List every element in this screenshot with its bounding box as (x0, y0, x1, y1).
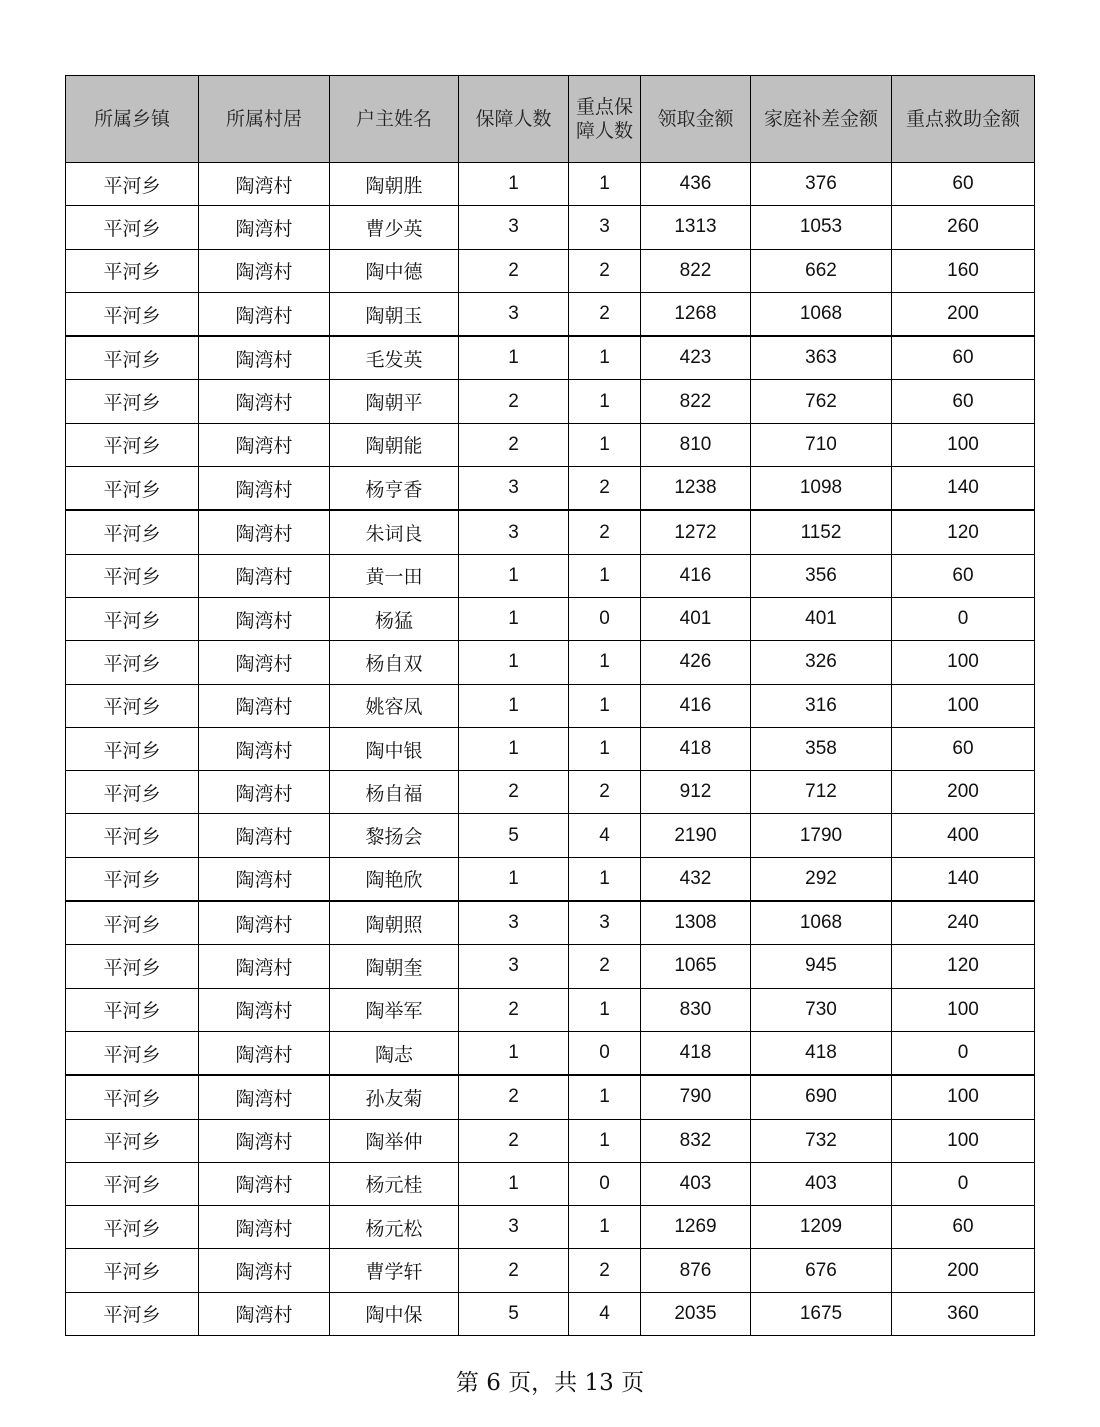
cell-village: 陶湾村 (199, 771, 330, 814)
cell-village: 陶湾村 (199, 597, 330, 640)
header-key-covered-line-2: 障人数 (575, 120, 633, 142)
cell-township: 平河乡 (66, 641, 199, 684)
cell-amount-received: 830 (641, 988, 751, 1031)
cell-householder-name: 黎扬会 (330, 814, 459, 857)
cell-key-covered-persons: 2 (569, 249, 641, 292)
cell-amount-received: 912 (641, 771, 751, 814)
cell-township: 平河乡 (66, 423, 199, 466)
cell-family-subsidy: 1068 (751, 292, 892, 336)
cell-householder-name: 黄一田 (330, 554, 459, 597)
cell-covered-persons: 2 (459, 249, 569, 292)
header-key-covered-persons (569, 76, 641, 163)
cell-amount-received: 1272 (641, 510, 751, 554)
cell-key-relief-amount: 120 (892, 510, 1035, 554)
cell-township: 平河乡 (66, 1206, 199, 1249)
cell-covered-persons: 2 (459, 1075, 569, 1119)
cell-householder-name: 姚容凤 (330, 684, 459, 727)
cell-householder-name: 杨元松 (330, 1206, 459, 1249)
cell-amount-received: 832 (641, 1119, 751, 1162)
cell-key-relief-amount: 400 (892, 814, 1035, 857)
cell-amount-received: 436 (641, 163, 751, 206)
cell-family-subsidy: 403 (751, 1162, 892, 1205)
cell-village: 陶湾村 (199, 249, 330, 292)
header-village: 所属村居 (199, 76, 330, 163)
cell-village: 陶湾村 (199, 901, 330, 945)
cell-family-subsidy: 1209 (751, 1206, 892, 1249)
cell-amount-received: 822 (641, 249, 751, 292)
cell-family-subsidy: 1152 (751, 510, 892, 554)
cell-village: 陶湾村 (199, 684, 330, 727)
cell-amount-received: 432 (641, 857, 751, 901)
cell-key-covered-persons: 2 (569, 1249, 641, 1292)
cell-householder-name: 杨元桂 (330, 1162, 459, 1205)
cell-key-covered-persons: 1 (569, 380, 641, 423)
cell-key-covered-persons: 1 (569, 336, 641, 380)
cell-family-subsidy: 945 (751, 945, 892, 988)
cell-township: 平河乡 (66, 1292, 199, 1335)
table-row (66, 423, 1035, 466)
table-row (66, 641, 1035, 684)
cell-householder-name: 孙友菊 (330, 1075, 459, 1119)
cell-village: 陶湾村 (199, 1292, 330, 1335)
cell-village: 陶湾村 (199, 380, 330, 423)
cell-key-relief-amount: 100 (892, 1075, 1035, 1119)
cell-township: 平河乡 (66, 206, 199, 249)
cell-key-relief-amount: 0 (892, 597, 1035, 640)
table-row (66, 163, 1035, 206)
cell-township: 平河乡 (66, 1249, 199, 1292)
cell-township: 平河乡 (66, 945, 199, 988)
cell-key-covered-persons: 2 (569, 292, 641, 336)
cell-key-covered-persons: 0 (569, 1162, 641, 1205)
cell-family-subsidy: 418 (751, 1031, 892, 1075)
cell-key-relief-amount: 60 (892, 554, 1035, 597)
table-row (66, 597, 1035, 640)
cell-village: 陶湾村 (199, 727, 330, 770)
cell-key-covered-persons: 1 (569, 1206, 641, 1249)
table-row (66, 336, 1035, 380)
cell-amount-received: 416 (641, 684, 751, 727)
header-amount-received: 领取金额 (641, 76, 751, 163)
cell-key-relief-amount: 120 (892, 945, 1035, 988)
cell-householder-name: 陶中德 (330, 249, 459, 292)
cell-township: 平河乡 (66, 814, 199, 857)
cell-family-subsidy: 1053 (751, 206, 892, 249)
cell-key-relief-amount: 200 (892, 771, 1035, 814)
cell-amount-received: 810 (641, 423, 751, 466)
cell-householder-name: 陶朝玉 (330, 292, 459, 336)
header-covered-persons: 保障人数 (459, 76, 569, 163)
cell-covered-persons: 3 (459, 510, 569, 554)
cell-township: 平河乡 (66, 1162, 199, 1205)
cell-key-covered-persons: 1 (569, 1075, 641, 1119)
cell-householder-name: 陶朝奎 (330, 945, 459, 988)
cell-family-subsidy: 662 (751, 249, 892, 292)
cell-family-subsidy: 710 (751, 423, 892, 466)
table-row (66, 988, 1035, 1031)
cell-amount-received: 1065 (641, 945, 751, 988)
cell-key-covered-persons: 0 (569, 597, 641, 640)
cell-key-covered-persons: 4 (569, 1292, 641, 1335)
cell-householder-name: 杨亨香 (330, 467, 459, 511)
cell-covered-persons: 5 (459, 814, 569, 857)
cell-village: 陶湾村 (199, 163, 330, 206)
cell-key-relief-amount: 60 (892, 1206, 1035, 1249)
cell-covered-persons: 3 (459, 945, 569, 988)
cell-covered-persons: 1 (459, 1031, 569, 1075)
cell-key-relief-amount: 100 (892, 988, 1035, 1031)
cell-covered-persons: 1 (459, 727, 569, 770)
cell-township: 平河乡 (66, 292, 199, 336)
cell-family-subsidy: 401 (751, 597, 892, 640)
cell-householder-name: 杨猛 (330, 597, 459, 640)
cell-village: 陶湾村 (199, 641, 330, 684)
cell-key-covered-persons: 1 (569, 163, 641, 206)
header-householder-name: 户主姓名 (330, 76, 459, 163)
cell-householder-name: 陶朝照 (330, 901, 459, 945)
cell-village: 陶湾村 (199, 988, 330, 1031)
cell-family-subsidy: 676 (751, 1249, 892, 1292)
table-row (66, 554, 1035, 597)
cell-village: 陶湾村 (199, 467, 330, 511)
cell-key-relief-amount: 60 (892, 380, 1035, 423)
table-row (66, 467, 1035, 511)
cell-amount-received: 876 (641, 1249, 751, 1292)
cell-key-covered-persons: 1 (569, 641, 641, 684)
cell-householder-name: 杨自双 (330, 641, 459, 684)
cell-family-subsidy: 326 (751, 641, 892, 684)
cell-householder-name: 陶朝胜 (330, 163, 459, 206)
cell-family-subsidy: 1790 (751, 814, 892, 857)
cell-amount-received: 822 (641, 380, 751, 423)
cell-covered-persons: 3 (459, 901, 569, 945)
cell-key-relief-amount: 60 (892, 163, 1035, 206)
cell-key-covered-persons: 1 (569, 684, 641, 727)
cell-family-subsidy: 732 (751, 1119, 892, 1162)
cell-family-subsidy: 292 (751, 857, 892, 901)
cell-township: 平河乡 (66, 380, 199, 423)
cell-householder-name: 杨自福 (330, 771, 459, 814)
cell-key-relief-amount: 140 (892, 857, 1035, 901)
cell-township: 平河乡 (66, 857, 199, 901)
cell-township: 平河乡 (66, 684, 199, 727)
cell-family-subsidy: 1098 (751, 467, 892, 511)
cell-key-relief-amount: 0 (892, 1031, 1035, 1075)
cell-family-subsidy: 356 (751, 554, 892, 597)
cell-township: 平河乡 (66, 336, 199, 380)
cell-covered-persons: 3 (459, 206, 569, 249)
cell-village: 陶湾村 (199, 1075, 330, 1119)
cell-amount-received: 418 (641, 727, 751, 770)
cell-village: 陶湾村 (199, 814, 330, 857)
cell-township: 平河乡 (66, 249, 199, 292)
cell-amount-received: 1268 (641, 292, 751, 336)
table-row (66, 206, 1035, 249)
cell-covered-persons: 2 (459, 1249, 569, 1292)
cell-amount-received: 1238 (641, 467, 751, 511)
cell-covered-persons: 1 (459, 163, 569, 206)
table-row (66, 1249, 1035, 1292)
cell-amount-received: 403 (641, 1162, 751, 1205)
table-row (66, 1162, 1035, 1205)
cell-village: 陶湾村 (199, 857, 330, 901)
cell-family-subsidy: 690 (751, 1075, 892, 1119)
cell-householder-name: 陶中保 (330, 1292, 459, 1335)
cell-township: 平河乡 (66, 727, 199, 770)
cell-key-covered-persons: 4 (569, 814, 641, 857)
cell-village: 陶湾村 (199, 1031, 330, 1075)
cell-village: 陶湾村 (199, 1119, 330, 1162)
table-row (66, 857, 1035, 901)
cell-key-relief-amount: 360 (892, 1292, 1035, 1335)
cell-key-covered-persons: 2 (569, 510, 641, 554)
table-row (66, 1206, 1035, 1249)
cell-key-relief-amount: 240 (892, 901, 1035, 945)
cell-key-relief-amount: 0 (892, 1162, 1035, 1205)
cell-key-covered-persons: 3 (569, 206, 641, 249)
cell-amount-received: 2035 (641, 1292, 751, 1335)
cell-key-relief-amount: 60 (892, 336, 1035, 380)
cell-covered-persons: 2 (459, 380, 569, 423)
table-row (66, 292, 1035, 336)
cell-key-relief-amount: 60 (892, 727, 1035, 770)
table-row (66, 1031, 1035, 1075)
cell-covered-persons: 1 (459, 684, 569, 727)
table-row (66, 771, 1035, 814)
table-row (66, 380, 1035, 423)
cell-covered-persons: 1 (459, 336, 569, 380)
cell-covered-persons: 3 (459, 292, 569, 336)
cell-covered-persons: 3 (459, 1206, 569, 1249)
cell-amount-received: 418 (641, 1031, 751, 1075)
cell-key-relief-amount: 200 (892, 292, 1035, 336)
cell-key-relief-amount: 100 (892, 1119, 1035, 1162)
cell-village: 陶湾村 (199, 206, 330, 249)
cell-township: 平河乡 (66, 163, 199, 206)
cell-family-subsidy: 1068 (751, 901, 892, 945)
cell-covered-persons: 1 (459, 1162, 569, 1205)
cell-key-covered-persons: 0 (569, 1031, 641, 1075)
cell-township: 平河乡 (66, 1031, 199, 1075)
cell-amount-received: 401 (641, 597, 751, 640)
cell-key-relief-amount: 200 (892, 1249, 1035, 1292)
cell-village: 陶湾村 (199, 554, 330, 597)
cell-village: 陶湾村 (199, 423, 330, 466)
cell-family-subsidy: 316 (751, 684, 892, 727)
cell-family-subsidy: 376 (751, 163, 892, 206)
cell-township: 平河乡 (66, 510, 199, 554)
cell-family-subsidy: 730 (751, 988, 892, 1031)
cell-covered-persons: 1 (459, 857, 569, 901)
table-row (66, 249, 1035, 292)
cell-family-subsidy: 712 (751, 771, 892, 814)
cell-key-relief-amount: 260 (892, 206, 1035, 249)
cell-village: 陶湾村 (199, 1162, 330, 1205)
cell-key-covered-persons: 2 (569, 771, 641, 814)
cell-family-subsidy: 363 (751, 336, 892, 380)
cell-township: 平河乡 (66, 988, 199, 1031)
table-row (66, 901, 1035, 945)
table-row (66, 727, 1035, 770)
header-key-relief-amount: 重点救助金额 (892, 76, 1035, 163)
cell-covered-persons: 5 (459, 1292, 569, 1335)
cell-key-covered-persons: 1 (569, 857, 641, 901)
cell-householder-name: 陶中银 (330, 727, 459, 770)
cell-householder-name: 毛发英 (330, 336, 459, 380)
cell-covered-persons: 2 (459, 423, 569, 466)
table-row (66, 510, 1035, 554)
cell-householder-name: 朱词良 (330, 510, 459, 554)
cell-village: 陶湾村 (199, 336, 330, 380)
cell-key-relief-amount: 100 (892, 641, 1035, 684)
relief-table (65, 75, 1035, 1336)
cell-amount-received: 426 (641, 641, 751, 684)
cell-family-subsidy: 762 (751, 380, 892, 423)
cell-township: 平河乡 (66, 467, 199, 511)
cell-householder-name: 曹学轩 (330, 1249, 459, 1292)
cell-key-covered-persons: 2 (569, 945, 641, 988)
cell-village: 陶湾村 (199, 1249, 330, 1292)
cell-village: 陶湾村 (199, 510, 330, 554)
cell-amount-received: 2190 (641, 814, 751, 857)
cell-key-covered-persons: 1 (569, 1119, 641, 1162)
cell-township: 平河乡 (66, 1119, 199, 1162)
cell-family-subsidy: 358 (751, 727, 892, 770)
page-number-footer: 第 6 页，共 13 页 (455, 1370, 645, 1396)
table-row (66, 1119, 1035, 1162)
cell-township: 平河乡 (66, 1075, 199, 1119)
cell-key-covered-persons: 2 (569, 467, 641, 511)
cell-township: 平河乡 (66, 771, 199, 814)
header-township: 所属乡镇 (66, 76, 199, 163)
cell-covered-persons: 3 (459, 467, 569, 511)
cell-township: 平河乡 (66, 597, 199, 640)
cell-amount-received: 1313 (641, 206, 751, 249)
table-row (66, 1292, 1035, 1335)
cell-covered-persons: 1 (459, 597, 569, 640)
cell-householder-name: 曹少英 (330, 206, 459, 249)
cell-covered-persons: 1 (459, 641, 569, 684)
cell-amount-received: 423 (641, 336, 751, 380)
cell-township: 平河乡 (66, 554, 199, 597)
cell-householder-name: 陶志 (330, 1031, 459, 1075)
cell-key-relief-amount: 100 (892, 684, 1035, 727)
cell-covered-persons: 1 (459, 554, 569, 597)
cell-key-relief-amount: 100 (892, 423, 1035, 466)
cell-amount-received: 1308 (641, 901, 751, 945)
cell-covered-persons: 2 (459, 988, 569, 1031)
cell-village: 陶湾村 (199, 945, 330, 988)
cell-key-covered-persons: 1 (569, 988, 641, 1031)
cell-key-covered-persons: 3 (569, 901, 641, 945)
cell-amount-received: 416 (641, 554, 751, 597)
cell-covered-persons: 2 (459, 1119, 569, 1162)
cell-township: 平河乡 (66, 901, 199, 945)
header-key-covered-line-1: 重点保 (575, 96, 633, 118)
cell-householder-name: 陶朝平 (330, 380, 459, 423)
cell-key-covered-persons: 1 (569, 554, 641, 597)
header-row (66, 76, 1035, 163)
cell-amount-received: 790 (641, 1075, 751, 1119)
cell-householder-name: 陶艳欣 (330, 857, 459, 901)
cell-covered-persons: 2 (459, 771, 569, 814)
cell-key-covered-persons: 1 (569, 423, 641, 466)
cell-key-relief-amount: 160 (892, 249, 1035, 292)
cell-householder-name: 陶举军 (330, 988, 459, 1031)
cell-householder-name: 陶举仲 (330, 1119, 459, 1162)
table-row (66, 814, 1035, 857)
table-row (66, 1075, 1035, 1119)
cell-key-relief-amount: 140 (892, 467, 1035, 511)
cell-family-subsidy: 1675 (751, 1292, 892, 1335)
cell-village: 陶湾村 (199, 292, 330, 336)
table-row (66, 684, 1035, 727)
cell-key-covered-persons: 1 (569, 727, 641, 770)
table-row (66, 945, 1035, 988)
header-family-subsidy: 家庭补差金额 (751, 76, 892, 163)
cell-amount-received: 1269 (641, 1206, 751, 1249)
cell-householder-name: 陶朝能 (330, 423, 459, 466)
cell-village: 陶湾村 (199, 1206, 330, 1249)
